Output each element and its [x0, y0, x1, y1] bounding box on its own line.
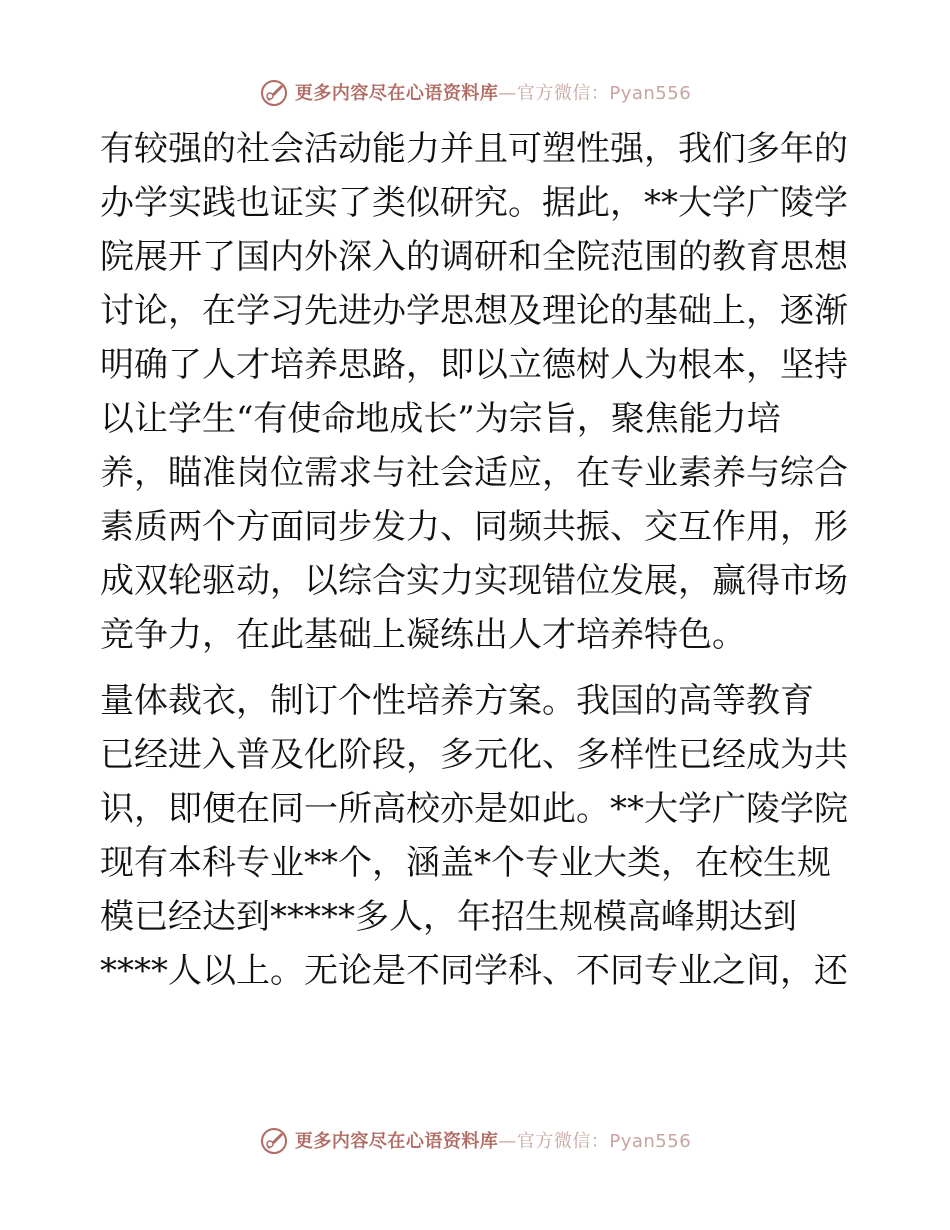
text-line: 养，瞄准岗位需求与社会适应，在专业素养与综合 — [100, 453, 848, 493]
quill-seal-icon — [259, 77, 289, 107]
paragraph-2 — [100, 674, 860, 998]
quill-seal-icon — [259, 1125, 289, 1155]
paragraph-1 — [100, 122, 860, 662]
text-line: 院展开了国内外深入的调研和全院范围的教育思想 — [100, 237, 848, 277]
text-line: 模已经达到*****多人，年招生规模高峰期达到 — [100, 897, 797, 937]
text-line: 竞争力，在此基础上凝练出人才培养特色。 — [100, 615, 746, 655]
text-line: 办学实践也证实了类似研究。据此，**大学广陵学 — [100, 183, 848, 223]
header-watermark — [0, 72, 950, 112]
text-line: 以让学生“有使命地成长”为宗旨，聚焦能力培 — [100, 399, 781, 439]
watermark-brand: 更多内容尽在心语资料库 — [294, 83, 499, 104]
document-body — [100, 122, 860, 998]
text-line: 成双轮驱动，以综合实力实现错位发展，赢得市场 — [100, 561, 848, 601]
text-line: ****人以上。无论是不同学科、不同专业之间，还 — [100, 951, 848, 991]
text-line: 素质两个方面同步发力、同频共振、交互作用，形 — [100, 507, 848, 547]
paragraph-gap — [100, 662, 860, 674]
text-line: 有较强的社会活动能力并且可塑性强，我们多年的 — [100, 129, 848, 169]
text-line: 讨论，在学习先进办学思想及理论的基础上，逐渐 — [100, 291, 848, 331]
watermark-suffix: —官方微信：Pyan556 — [498, 1131, 692, 1152]
watermark-text — [295, 1127, 691, 1153]
watermark-suffix: —官方微信：Pyan556 — [498, 83, 692, 104]
text-line: 量体裁衣，制订个性培养方案。我国的高等教育 — [100, 681, 814, 721]
text-line: 明确了人才培养思路，即以立德树人为根本，坚持 — [100, 345, 848, 385]
text-line: 已经进入普及化阶段，多元化、多样性已经成为共 — [100, 735, 848, 775]
watermark-brand: 更多内容尽在心语资料库 — [294, 1131, 499, 1152]
watermark-text — [295, 79, 691, 105]
footer-watermark — [0, 1120, 950, 1160]
text-line: 识，即便在同一所高校亦是如此。**大学广陵学院 — [100, 789, 848, 829]
text-line: 现有本科专业**个，涵盖*个专业大类，在校生规 — [100, 843, 831, 883]
